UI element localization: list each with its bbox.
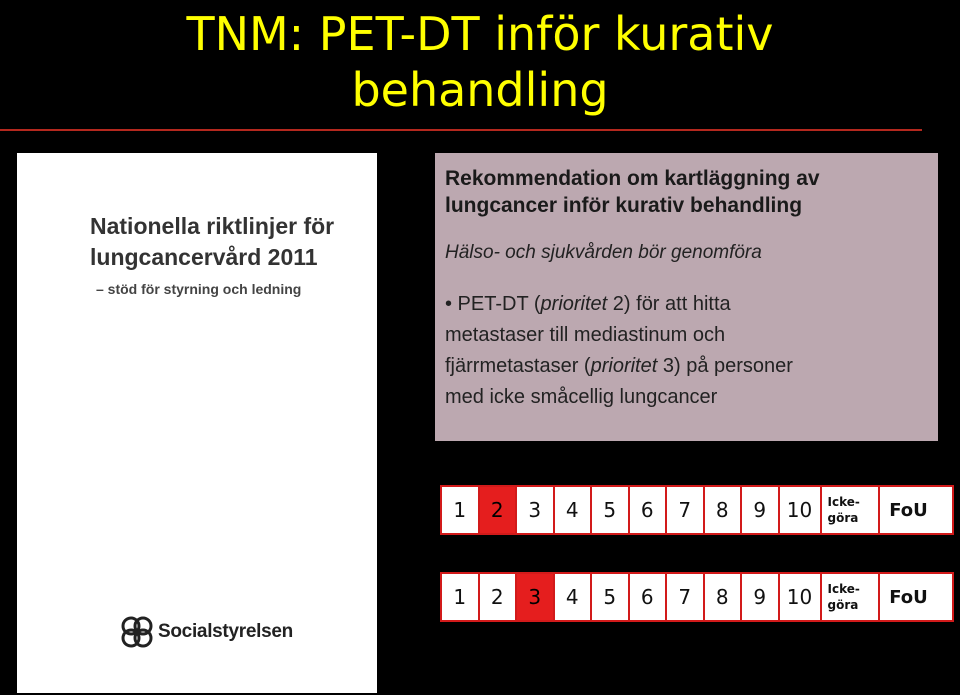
priority-cell-4: 4	[555, 574, 593, 620]
bullet-line-3	[445, 351, 928, 382]
priority-cell-icke-gora	[822, 574, 880, 620]
priority-scale-bottom	[440, 572, 954, 622]
priority-cell-fou: FoU	[889, 499, 928, 521]
bullet-line-4: med icke småcellig lungcancer	[445, 386, 718, 408]
logo-text: Socialstyrelsen	[158, 621, 293, 642]
recommendation-box	[435, 153, 938, 441]
priority-cell-4: 4	[555, 487, 593, 533]
priority-cell-2: 2	[480, 574, 518, 620]
icke-gora-line-2: göra	[827, 511, 859, 525]
priority-cell-8: 8	[705, 487, 743, 533]
slide-title	[0, 0, 960, 118]
priority-cell-10: 10	[780, 487, 822, 533]
cover-title-line-1: Nationella riktlinjer för	[90, 213, 335, 239]
priority-cell-9: 9	[742, 487, 780, 533]
priority-cell-icke-gora	[822, 487, 880, 533]
icke-gora-label	[828, 494, 860, 526]
bullet-priority-1: 2) för att hitta	[607, 293, 731, 315]
slide-title-line-1: TNM: PET-DT inför kurativ	[186, 7, 774, 61]
icke-gora-label	[828, 581, 860, 613]
icke-gora-line-2: göra	[827, 598, 859, 612]
bullet-line-3a: fjärrmetastaser (	[445, 355, 591, 377]
priority-cell-9: 9	[742, 574, 780, 620]
priority-word-2: prioritet	[590, 355, 658, 377]
icke-gora-line-1: Icke-	[827, 582, 860, 596]
icke-gora-line-1: Icke-	[827, 495, 860, 509]
priority-cell-fou: FoU	[889, 586, 928, 608]
title-divider	[0, 129, 922, 131]
priority-cell-8: 8	[705, 574, 743, 620]
priority-cell-1: 1	[442, 487, 480, 533]
cover-subtitle: – stöd för styrning och ledning	[96, 281, 302, 297]
recommendation-heading-line-2: lungcancer inför kurativ behandling	[445, 194, 803, 217]
recommendation-bullet	[445, 289, 928, 413]
bullet-lead: • PET-DT (	[445, 293, 541, 315]
priority-cell-3: 3	[517, 574, 555, 620]
priority-scale-top	[440, 485, 954, 535]
socialstyrelsen-emblem-icon	[120, 615, 154, 649]
priority-word-1: prioritet	[540, 293, 608, 315]
bullet-line-2: metastaser till mediastinum och	[445, 324, 726, 346]
guideline-cover-image	[17, 153, 377, 693]
priority-cell-10: 10	[780, 574, 822, 620]
cover-title	[90, 211, 370, 273]
priority-cell-7: 7	[667, 574, 705, 620]
bullet-priority-2: 3) på personer	[657, 355, 793, 377]
priority-cell-5: 5	[592, 574, 630, 620]
priority-cell-6: 6	[630, 574, 668, 620]
recommendation-heading	[445, 165, 928, 219]
recommendation-heading-line-1: Rekommendation om kartläggning av	[445, 167, 820, 190]
priority-cell-2: 2	[480, 487, 518, 533]
priority-cell-6: 6	[630, 487, 668, 533]
recommendation-intro: Hälso- och sjukvården bör genomföra	[445, 242, 762, 263]
priority-cell-3: 3	[517, 487, 555, 533]
slide-title-line-2: behandling	[351, 63, 609, 117]
priority-cell-7: 7	[667, 487, 705, 533]
socialstyrelsen-logo	[120, 615, 293, 649]
cover-title-line-2: lungcancervård 2011	[90, 244, 318, 270]
priority-cell-1: 1	[442, 574, 480, 620]
priority-cell-5: 5	[592, 487, 630, 533]
bullet-line-1	[445, 289, 928, 320]
